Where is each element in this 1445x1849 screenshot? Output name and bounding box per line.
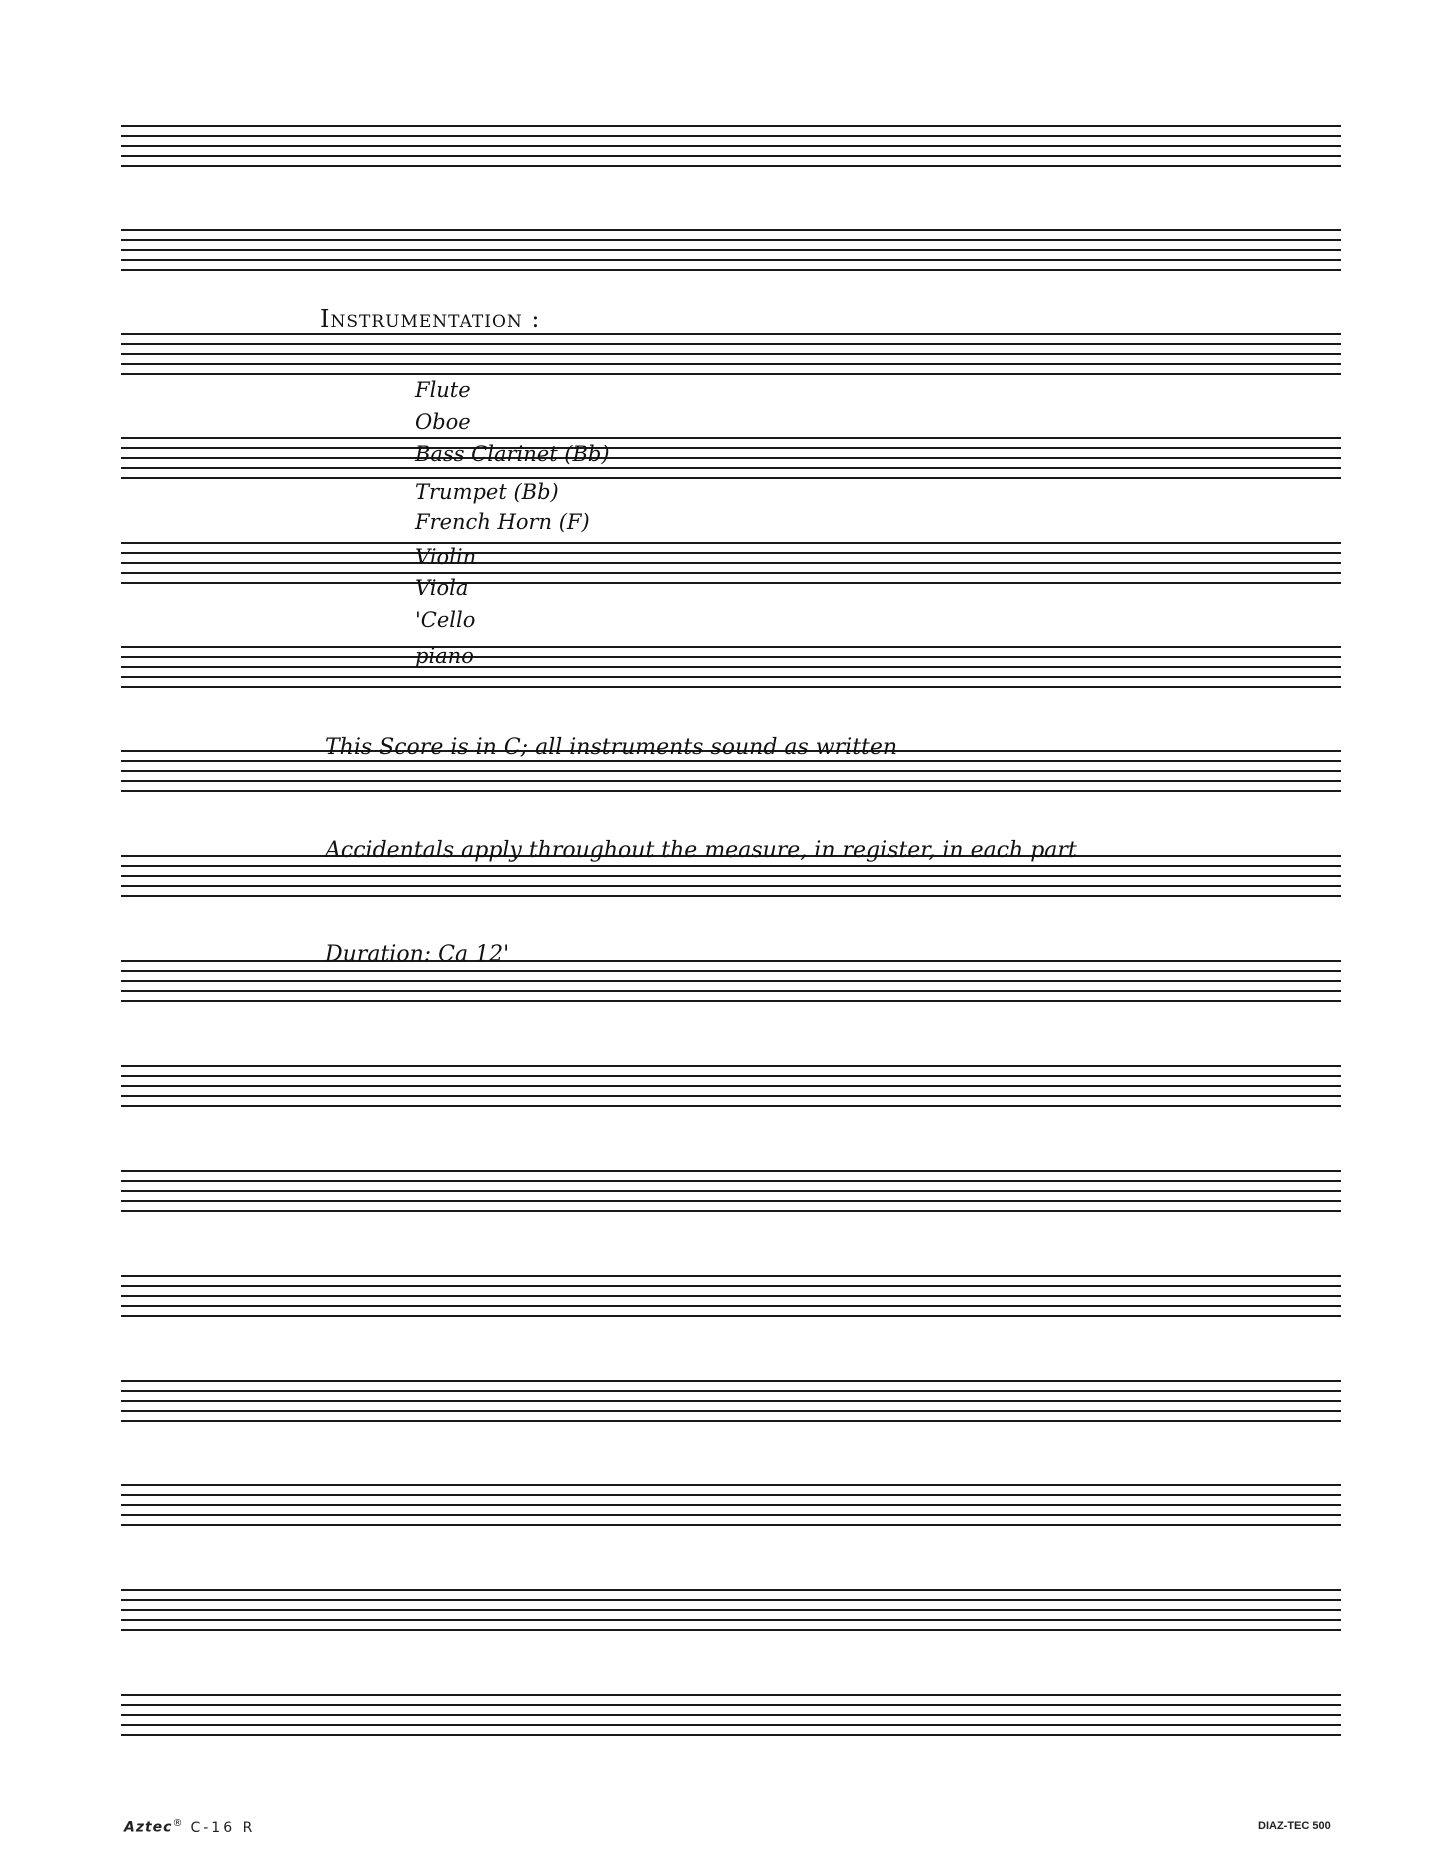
staff-9 [121, 960, 1341, 1002]
staff-16 [121, 1694, 1341, 1736]
paper-brand-mark [124, 1818, 255, 1836]
instrument-french-horn: French Horn (F) [415, 510, 590, 534]
staff-10 [121, 1065, 1341, 1107]
instrument-flute: Flute [415, 378, 471, 402]
staff-13 [121, 1380, 1341, 1422]
product-code: DIAZ-TEC 500 [1258, 1820, 1331, 1832]
instrument-cello: 'Cello [415, 608, 476, 632]
staff-4 [121, 437, 1341, 479]
staff-11 [121, 1170, 1341, 1212]
staff-1 [121, 125, 1341, 167]
staff-5 [121, 542, 1341, 584]
registered-mark: ® [172, 1818, 183, 1829]
staff-3 [121, 333, 1341, 375]
instrument-piano: piano [415, 644, 474, 668]
instrument-oboe: Oboe [415, 410, 471, 434]
instrumentation-heading: Instrumentation : [320, 305, 541, 333]
instrument-bass-clarinet: Bass Clarinet (Bb) [415, 442, 610, 466]
staff-12 [121, 1275, 1341, 1317]
instrument-trumpet: Trumpet (Bb) [415, 480, 559, 504]
instrument-viola: Viola [415, 576, 469, 600]
instrument-violin: Violin [415, 545, 477, 569]
score-key-note: This Score is in C; all instruments sound as written [325, 735, 898, 760]
accidentals-note: Accidentals apply throughout the measure, in register, in each part [325, 838, 1077, 863]
brand-logo: Aztec [124, 1819, 173, 1836]
staff-15 [121, 1589, 1341, 1631]
staff-6 [121, 646, 1341, 688]
staff-2 [121, 229, 1341, 271]
staff-14 [121, 1484, 1341, 1526]
duration-note: Duration: Ca 12' [325, 942, 510, 967]
paper-code: C-16 R [190, 1819, 256, 1836]
